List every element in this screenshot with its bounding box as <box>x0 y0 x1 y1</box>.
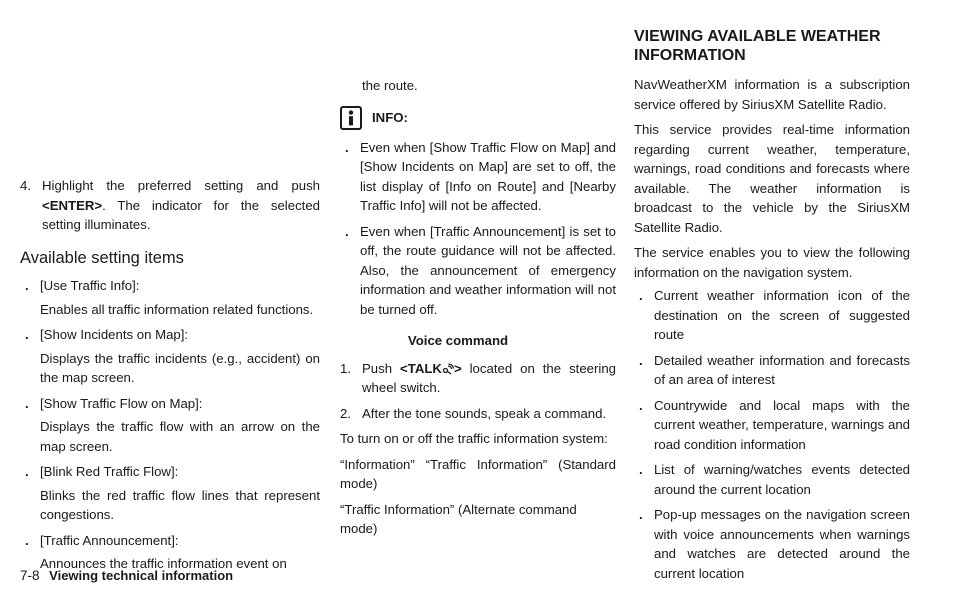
voice-step-2 <box>340 404 616 424</box>
step-text-rest: located on the steering wheel switch. <box>362 360 616 395</box>
voice-command-heading: Voice command <box>407 333 509 348</box>
info-bullet-text: Even when [Show Traffic Flow on Map] and [Show Incidents on Map] are set to off, the list display of [Info on Route] and [Nearby Traffic Info] will not be affected. <box>360 139 616 213</box>
paragraph: This service provides real-time information regarding current weather, temperature, warnings, road conditions and forecasts where available. The weather information is broadcast to the vehicle by the SiriusXM Satellite Radio. <box>634 122 910 235</box>
info-icon <box>340 106 362 130</box>
weather-bullet: . List of warning/watches events detected around the current location <box>639 462 910 497</box>
page-number: 7-8 <box>20 568 40 583</box>
weather-bullet: . Pop-up messages on the navigation screen with voice announcements when warnings and watches are detected around the current location <box>639 507 910 581</box>
setting-name: [Use Traffic Info]: <box>40 278 140 293</box>
info-bullet-text: Even when [Traffic Announcement] is set to off, the route guidance will not be affected. Also, the announcement of emergency information and weather information will not be turned off. <box>360 223 616 317</box>
bullet: . <box>639 288 643 303</box>
section-title: VIEWING AVAILABLE WEATHER INFORMATION <box>634 28 881 64</box>
paragraph: The service enables you to view the following information on the navigation system. <box>634 245 910 280</box>
step-number: 1. <box>340 360 351 376</box>
weather-bullet: . Current weather information icon of the destination on the screen of suggested route <box>639 288 910 342</box>
bullet: . <box>25 532 29 548</box>
info-block-header <box>340 106 616 130</box>
continuation-text: the route. <box>362 78 418 93</box>
bullet: . <box>639 462 643 477</box>
bullet: . <box>639 352 643 368</box>
bullet: . <box>345 223 349 239</box>
step-number: 2. <box>340 405 351 421</box>
page-footer <box>20 568 233 583</box>
setting-desc: Enables all traffic information related functions. <box>40 301 314 317</box>
chapter-title: Viewing technical information <box>49 568 234 583</box>
setting-name: [Traffic Announcement]: <box>40 532 179 548</box>
voice-step-1 <box>340 359 616 398</box>
weather-bullet: . Countrywide and local maps with the current weather, temperature, warnings and road condition information <box>639 397 910 452</box>
step-text: Push <box>362 360 393 376</box>
setting-name: [Blink Red Traffic Flow]: <box>40 464 179 479</box>
setting-item <box>20 394 320 457</box>
enter-key: <ENTER> <box>42 197 103 213</box>
step-text: Highlight the preferred setting and push <box>42 178 320 193</box>
bullet: . <box>25 327 29 342</box>
setting-desc: Blinks the red traffic flow lines that represent congestions. <box>40 487 320 522</box>
weather-bullet: . Detailed weather information and forecasts of an area of interest <box>639 352 910 387</box>
info-label: INFO: <box>372 109 408 125</box>
setting-name: [Show Traffic Flow on Map]: <box>40 395 203 411</box>
column-right <box>634 27 910 583</box>
step-number: 4. <box>20 178 31 193</box>
bullet: . <box>25 278 29 293</box>
setting-desc: Displays the traffic incidents (e.g., accident) on the map screen. <box>40 350 320 385</box>
column-left <box>20 176 320 574</box>
command-standard: “Information” “Traffic Information” (Standard mode) <box>340 456 616 491</box>
step-text-rest: . The indicator for the selected setting illuminates. <box>42 197 320 232</box>
talk-key: <TALK > <box>400 360 462 376</box>
command-alternate: “Traffic Information” (Alternate command mode) <box>340 501 577 536</box>
bullet: . <box>25 395 29 411</box>
talk-icon <box>442 363 454 375</box>
info-bullet <box>340 222 616 320</box>
bullet: . <box>639 507 643 522</box>
setting-item <box>20 462 320 525</box>
bullet: . <box>639 397 643 413</box>
bullet: . <box>25 464 29 479</box>
setting-name: [Show Incidents on Map]: <box>40 327 189 342</box>
setting-desc: Displays the traffic flow with an arrow on the map screen. <box>40 419 320 454</box>
section-heading: Available setting items <box>20 248 184 267</box>
step-text: After the tone sounds, speak a command. <box>362 405 607 421</box>
paragraph: NavWeatherXM information is a subscription service offered by SiriusXM Satellite Radio. <box>634 77 910 112</box>
bullet: . <box>345 139 349 155</box>
turn-on-off-text: To turn on or off the traffic information system: <box>340 431 608 446</box>
setting-desc: Announces the traffic information event on <box>40 556 287 571</box>
column-middle <box>340 76 616 539</box>
step-4 <box>20 176 320 235</box>
setting-item <box>20 276 320 319</box>
setting-item <box>20 325 320 388</box>
info-bullet <box>340 138 616 216</box>
